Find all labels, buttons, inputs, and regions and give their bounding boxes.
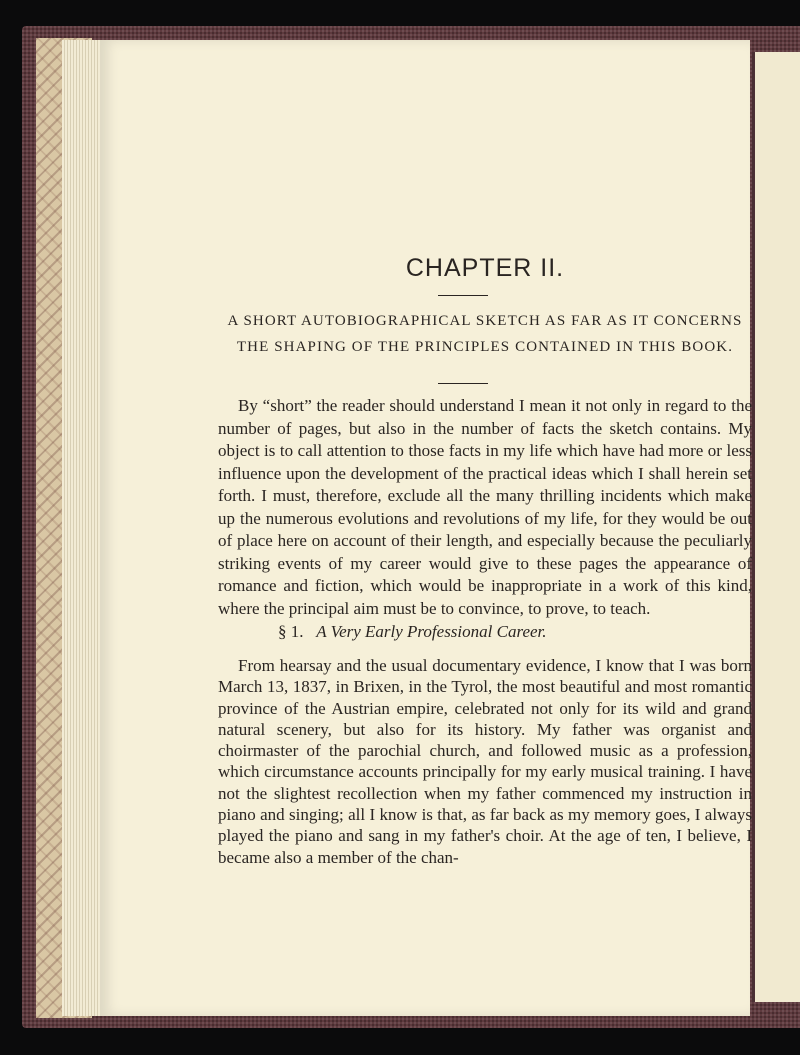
page-edges <box>62 40 102 1016</box>
subsection-title: A Very Early Professional Career. <box>316 622 547 641</box>
divider-rule <box>438 295 488 296</box>
book-page <box>100 40 750 1016</box>
paragraph-early-career: From hearsay and the usual documentary evidence, I know that I was born March 13, 1837, in Brixen, in the Tyrol, the most beautiful and most romantic province of the Austrian empire, celebrated not only for its wild and grand natural scenery, but also for its history. My father was organist and choirmaster of the parochial church, and followed music as a profession, which circumstance accounts principally for my early musical training. I have not the slightest recollection when my father commenced my instruction in piano and singing; all I know is that, as far back as my memory goes, I always played the piano and sang in my father's choir. At the age of ten, I believe, I became also a member of the chan- <box>218 656 752 867</box>
subsection-heading <box>278 622 547 642</box>
paragraph-intro: By “short” the reader should understand I mean it not only in regard to the number of pages, but also in the number of facts the sketch contains. My object is to call attention to those facts in my life which have had more or less influence upon the development of the practical ideas which I shall herein set forth. I must, therefore, exclude all the many thrilling incidents which make up the numerous evolutions and revolutions of my life, for they would be out of place here on account of their length, and especially because the peculiarly striking events of my career would give to these pages the appearance of romance and fiction, which would be inappropriate in a work of this kind, where the principal aim must be to convince, to prove, to teach. <box>218 396 752 618</box>
facing-page-edge <box>752 52 800 1002</box>
subsection-number: § 1. <box>278 622 304 641</box>
section-heading: A SHORT AUTOBIOGRAPHICAL SKETCH AS FAR AS IT CONCERNS THE SHAPING OF THE PRINCIPLES CONTAINED IN THIS BOOK. <box>227 313 743 355</box>
divider-rule <box>438 383 488 384</box>
chapter-title: CHAPTER II. <box>405 254 565 282</box>
